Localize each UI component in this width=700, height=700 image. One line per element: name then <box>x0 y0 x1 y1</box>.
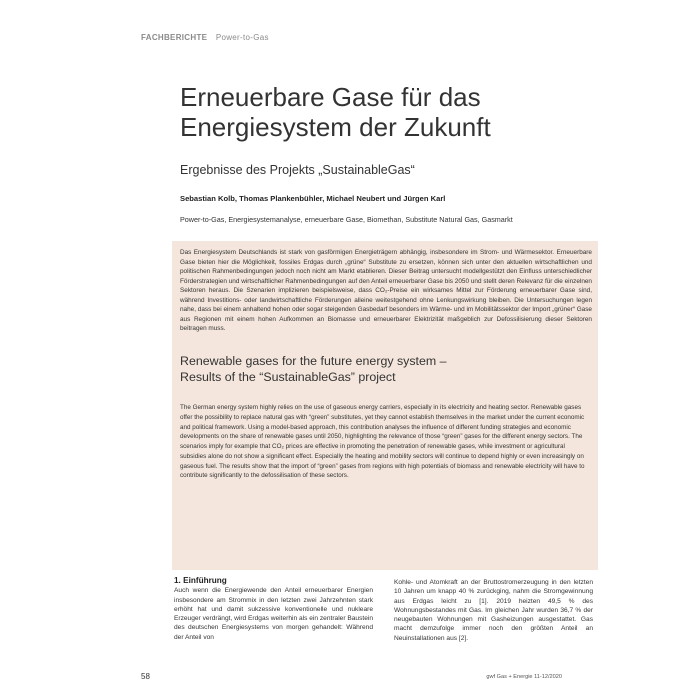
abstract-german: Das Energiesystem Deutschlands ist stark von gasförmigen Energieträgern abhängig, insbesondere im Strom- und Wärmesektor. Erneuerbare Gase bieten hier die Möglichkeit, fossiles Erdgas durch „grüne“ Substitute zu ersetzen, können sich unter den aktuellen wirtschaftlichen und politischen Rahmenbedingungen jedoch noch nicht am Markt etablieren. Dieser Beitrag untersucht modellgestützt den Einfluss unterschiedlicher Förderstrategien und wirtschaftlicher Rahmenbedingungen auf den Anteil erneuerbarer Gase bis 2050 und stellt deren Relevanz für die einzelnen Sektoren heraus. Die Szenarien implizieren beispielsweise, dass CO₂-Preise ein wirksames Mittel zur Förderung erneuerbarer Gase sind, während Investitions- oder landwirtschaftliche Förderungen alleine weitestgehend ohne Lenkungswirkung bleiben. Die Untersuchungen legen nahe, dass bei einem anhaltend hohen oder sogar steigenden Gasbedarf besonders im Wärme- und im Mobilitätssektor der Import „grüner“ Gase aus Regionen mit einem hohen Aufkommen an Biomasse und erneuerbarer Elektrizität maßgeblich zur Defossilisierung dieser Sektoren beitragen muss. <box>180 249 592 333</box>
body-column-left <box>174 576 373 642</box>
header-category: FACHBERICHTE <box>141 33 208 42</box>
body-column-right <box>394 578 593 643</box>
keyword-list: Power-to-Gas, Energiesystemanalyse, erneuerbare Gase, Biomethan, Substitute Natural Gas, Gasmarkt <box>180 215 513 224</box>
header-topic: Power-to-Gas <box>215 33 269 42</box>
section-heading: 1. Einführung <box>174 576 227 585</box>
running-header <box>141 33 269 42</box>
article-title: Erneuerbare Gase für das Energiesystem der Zukunft <box>180 82 491 142</box>
publication-info: gwf Gas + Energie 11-12/2020 <box>486 674 562 680</box>
english-title-line-1: Renewable gases for the future energy system – <box>180 354 447 368</box>
article-subtitle: Ergebnisse des Projekts „SustainableGas“ <box>180 163 415 177</box>
author-list: Sebastian Kolb, Thomas Plankenbühler, Michael Neubert und Jürgen Karl <box>180 194 446 203</box>
body-paragraph-left: Auch wenn die Energiewende den Anteil erneuerbarer Energien insbesondere am Strommix in den letzten zwei Jahrzehnten stark erhöht hat und damit sukzessive konventionelle und nukleare Erzeuger verdrängt, wird Erdgas weiterhin als ein zentraler Baustein des deutschen Energiesystems von morgen gehandelt: Während der Anteil von <box>174 587 374 641</box>
abstract-english: The German energy system highly relies on the use of gaseous energy carriers, especially in its electricity and heating sector. Renewable gases offer the possibility to replace natural gas with “green” substitutes, yet they cannot establish themselves in the market under the current economic and political framework. Using a model-based approach, this contribution analyses the influence of different funding strategies and economic developments on the share of renewable gases until 2050, highlighting the relevance of those “green” gases for the different energy sectors. The scenarios imply for example that CO₂ prices are effective in promoting the penetration of renewable gases, while investment or agricultural subsidies alone do not show a significant effect. Especially the heating and mobility sectors will continue to depend highly or even increasingly on gaseous fuel. The results show that the import of “green” gases from regions with high potentials of biomass and renewable electricity will have to contribute significantly to the defossilisation of these sectors. <box>180 404 585 480</box>
english-title <box>180 353 592 385</box>
body-paragraph-right: Kohle- und Atomkraft an der Bruttostromerzeugung in den letzten 10 Jahren um knapp 40 % zurückging, nahm die Stromgewinnung aus Erdgas leicht zu [1]. 2019 heizten 49,5 % des Wohnungsbestandes mit Gas. Im gleichen Jahr wurden 36,7 % der neugebauten Wohnungen mit Gasheizungen ausgestattet. Gas macht demzufolge immer noch den größten Anteil an Neuinstallationen aus [2]. <box>394 579 593 642</box>
english-title-line-2: Results of the “SustainableGas” project <box>180 370 396 384</box>
page-number: 58 <box>141 672 150 681</box>
